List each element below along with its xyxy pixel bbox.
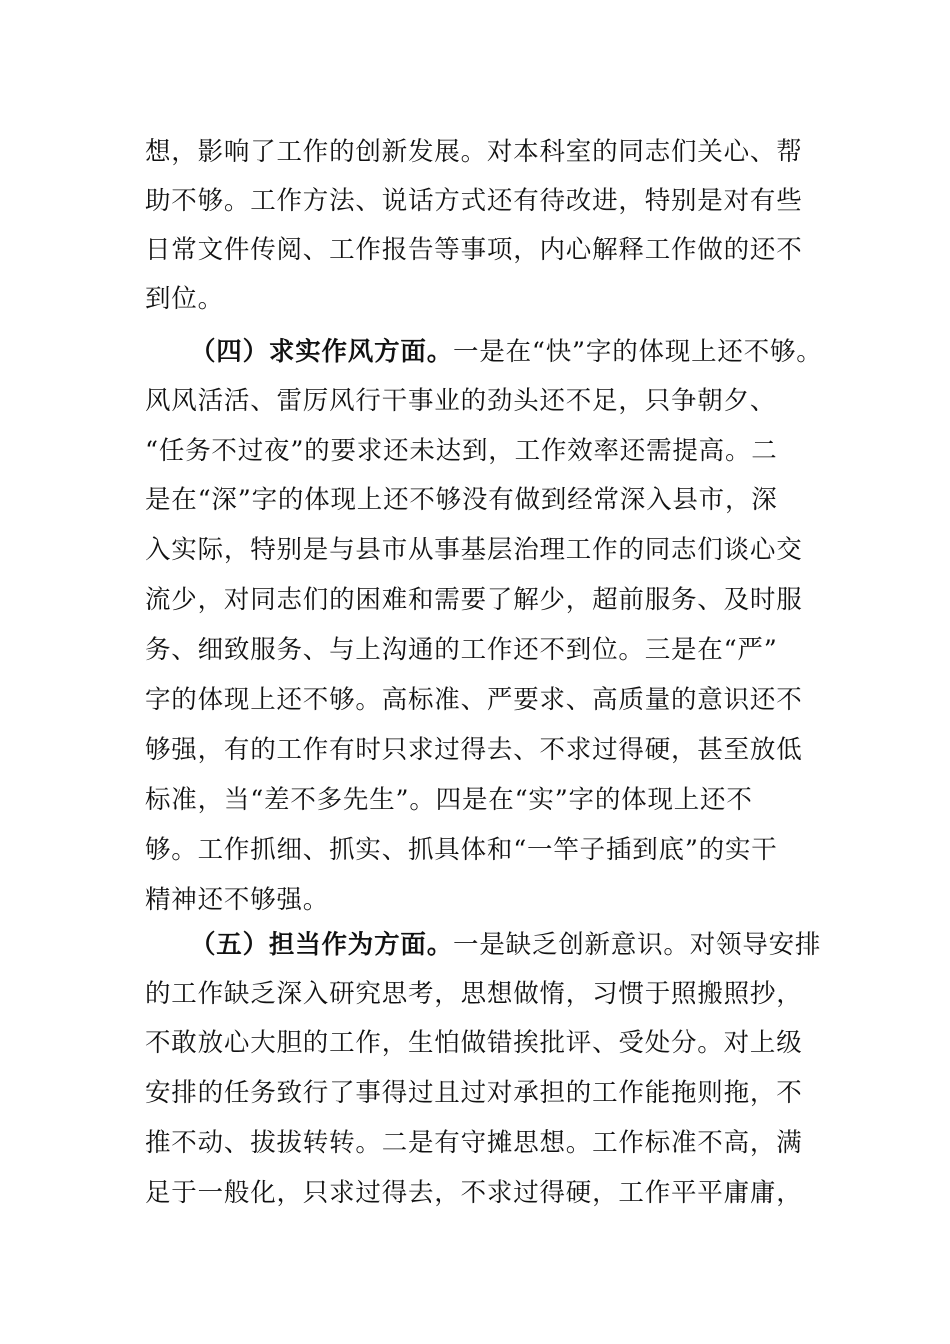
paragraph-line	[145, 835, 778, 865]
paragraph-line	[145, 436, 778, 466]
line-text: 推不动、拔拔转转。二是有守摊思想。工作标准不高，满	[145, 1128, 803, 1158]
paragraph-line	[145, 284, 224, 314]
paragraph-line	[145, 1028, 803, 1058]
line-text: 助不够。工作方法、说话方式还有待改进，特别是对有些	[145, 186, 803, 216]
line-text: 安排的任务致行了事得过且过对承担的工作能拖则拖，不	[145, 1078, 803, 1108]
line-text: 风风活活、雷厉风行干事业的劲头还不足，只争朝夕、	[145, 386, 777, 416]
paragraph-line	[145, 685, 803, 715]
paragraph-line	[145, 1078, 803, 1108]
line-text: “任务不过夜”的要求还未达到，工作效率还需提高。二	[145, 436, 778, 466]
paragraph-line	[145, 885, 329, 915]
line-text: 精神还不够强。	[145, 885, 330, 915]
line-text: 一是在“快”字的体现上还不够。	[453, 337, 823, 367]
paragraph-line	[145, 735, 803, 765]
line-text: 够。工作抓细、抓实、抓具体和“一竿子插到底”的实干	[145, 835, 778, 865]
section-heading-line	[190, 337, 823, 367]
paragraph-line	[145, 1178, 803, 1208]
paragraph-line	[145, 1128, 803, 1158]
paragraph-line	[145, 585, 803, 615]
line-text: 足于一般化，只求过得去，不求过得硬，工作平平庸庸，	[145, 1178, 803, 1208]
line-text: 一是缺乏创新意识。对领导安排	[453, 930, 822, 960]
line-text: 的工作缺乏深入研究思考，思想做惰，习惯于照搬照抄，	[145, 979, 803, 1009]
line-text: 想，影响了工作的创新发展。对本科室的同志们关心、帮	[145, 137, 803, 167]
section-heading-line	[190, 930, 821, 960]
line-text: 日常文件传阅、工作报告等事项，内心解释工作做的还不	[145, 235, 803, 265]
line-text: 到位。	[145, 284, 224, 314]
paragraph-line	[145, 235, 803, 265]
line-text: 务、细致服务、与上沟通的工作还不到位。三是在“严”	[145, 635, 778, 665]
line-text: 够强，有的工作有时只求过得去、不求过得硬，甚至放低	[145, 735, 803, 765]
paragraph-line	[145, 137, 803, 167]
paragraph-line	[145, 635, 778, 665]
line-text: 字的体现上还不够。高标准、严要求、高质量的意识还不	[145, 685, 803, 715]
paragraph-line	[145, 485, 778, 515]
line-text: 入实际，特别是与县市从事基层治理工作的同志们谈心交	[145, 535, 803, 565]
paragraph-line	[145, 979, 803, 1009]
section-heading: （五）担当作为方面。	[190, 930, 454, 960]
line-text: 标准，当“差不多先生”。四是在“实”字的体现上还不	[145, 785, 753, 815]
paragraph-line	[145, 386, 776, 416]
line-text: 不敢放心大胆的工作，生怕做错挨批评、受处分。对上级	[145, 1028, 803, 1058]
paragraph-line	[145, 535, 803, 565]
line-text: 是在“深”字的体现上还不够没有做到经常深入县市，深	[145, 485, 778, 515]
section-heading: （四）求实作风方面。	[190, 337, 454, 367]
paragraph-line	[145, 186, 803, 216]
line-text: 流少，对同志们的困难和需要了解少，超前服务、及时服	[145, 585, 803, 615]
paragraph-line	[145, 785, 753, 815]
